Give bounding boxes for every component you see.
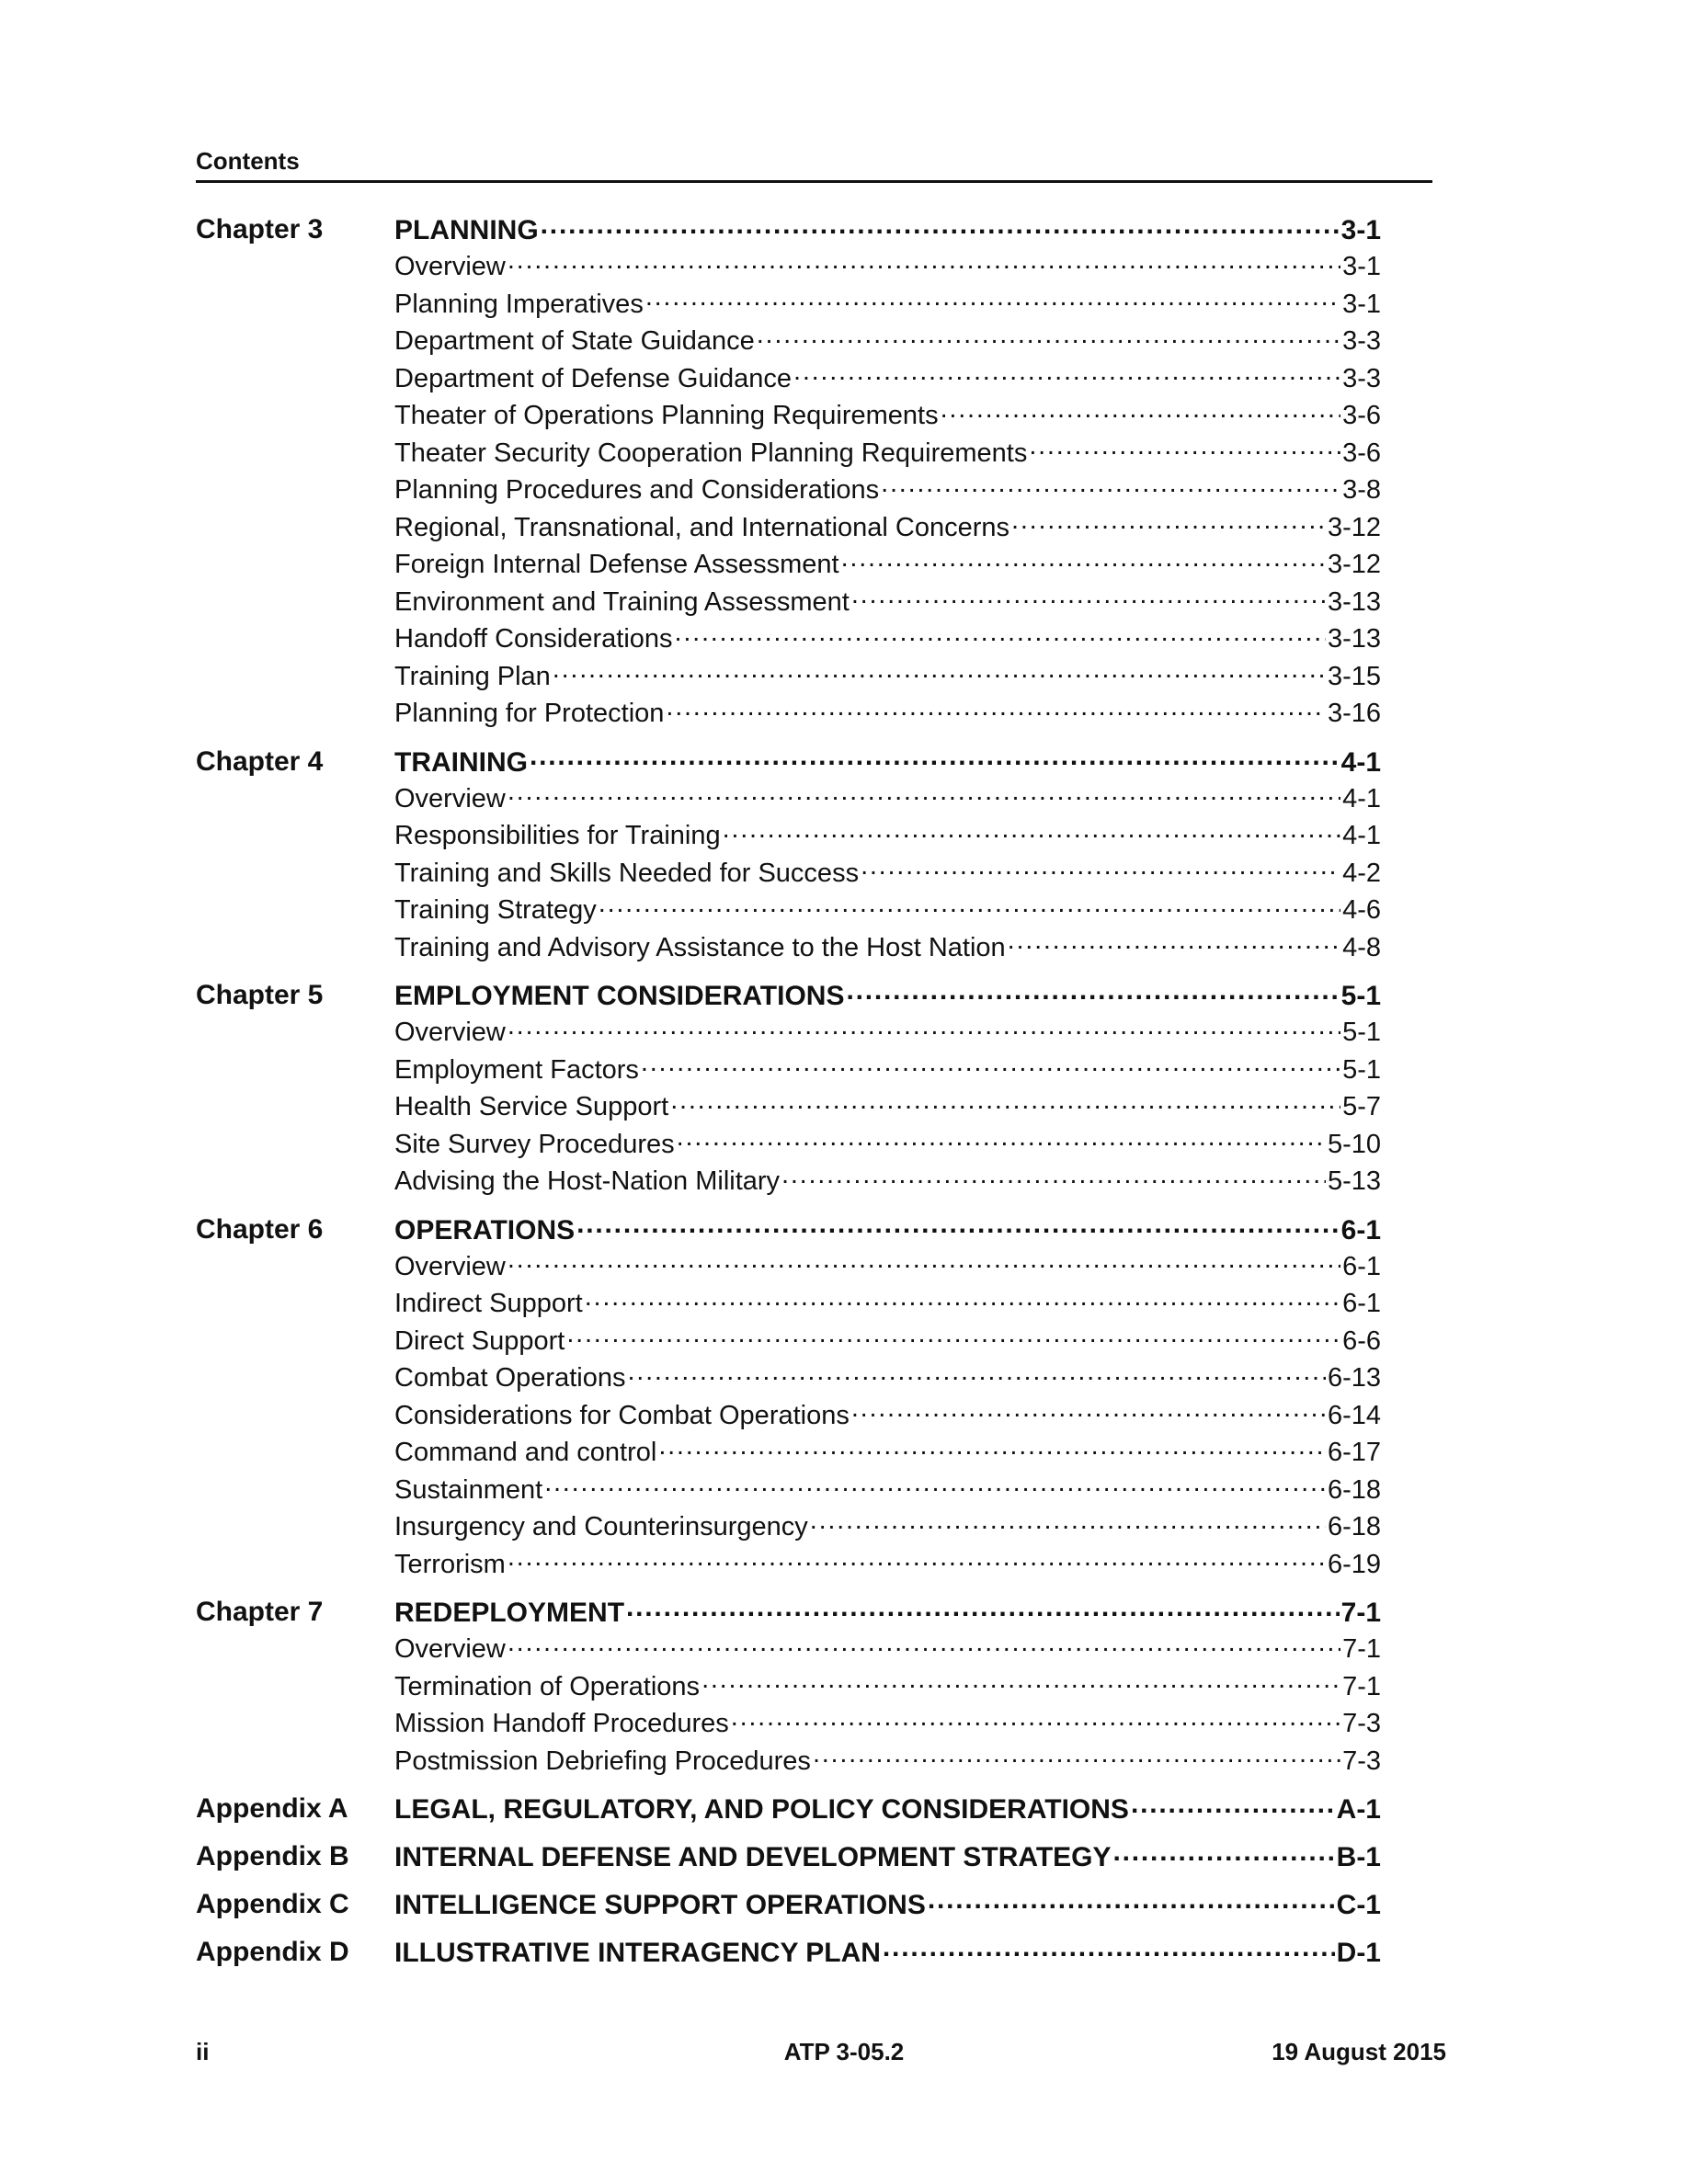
toc-group-body: [394, 977, 1381, 1200]
toc-entry-title: Health Service Support: [394, 1092, 669, 1121]
toc-group: [196, 744, 1391, 967]
toc-entry-title: Sustainment: [394, 1474, 543, 1505]
dot-leader: [731, 1705, 1340, 1732]
toc-entry-title: Planning Imperatives: [394, 289, 644, 319]
dot-leader: [883, 1934, 1335, 1962]
toc-entry-link[interactable]: [394, 1014, 1381, 1052]
toc-entry-title: Handoff Considerations: [394, 624, 673, 654]
dot-leader: [508, 1248, 1340, 1275]
toc-group-label: Appendix B: [196, 1841, 349, 1871]
toc-heading-link[interactable]: [394, 977, 1381, 1014]
toc-heading-page: 3-1: [1340, 215, 1381, 245]
toc-group-body: [394, 211, 1381, 733]
dot-leader: [841, 546, 1326, 573]
toc-entry-link[interactable]: [394, 1434, 1381, 1472]
toc-entry-title: Overview: [394, 1018, 506, 1047]
toc-group: [196, 1886, 1391, 1923]
toc-entry-link[interactable]: [394, 1088, 1381, 1126]
toc-heading-page: 7-1: [1340, 1598, 1381, 1628]
toc-entry-title: Regional, Transnational, and International Concerns: [394, 512, 1010, 542]
toc-entry-page: 3-3: [1342, 363, 1381, 393]
toc-entry-page: 7-1: [1342, 1634, 1381, 1664]
dot-leader: [701, 1668, 1340, 1695]
toc-group-label: Appendix C: [196, 1889, 349, 1919]
toc-group-body: [394, 1594, 1381, 1780]
dot-leader: [1131, 1791, 1335, 1818]
toc-group-label: Chapter 3: [196, 214, 324, 245]
toc-heading-page: D-1: [1336, 1938, 1381, 1968]
dot-leader: [1011, 509, 1326, 536]
toc-entry-page: 3-6: [1342, 438, 1381, 468]
toc-entry-link[interactable]: [394, 286, 1381, 324]
toc-group: [196, 977, 1391, 1200]
dot-leader: [626, 1594, 1340, 1621]
toc-entry-title: Employment Factors: [394, 1054, 639, 1085]
toc-entry-title: Command and control: [394, 1438, 657, 1467]
toc-entry-page: 7-3: [1342, 1746, 1381, 1776]
toc-entry-title: Foreign Internal Defense Assessment: [394, 550, 839, 579]
dot-leader: [861, 855, 1340, 882]
toc-group-body: [394, 1886, 1381, 1923]
toc-group: [196, 1594, 1391, 1780]
toc-group-body: [394, 1838, 1381, 1875]
toc-entry-title: Insurgency and Counterinsurgency: [394, 1512, 808, 1541]
footer-publication: ATP 3-05.2: [783, 2038, 905, 2065]
toc-heading-title: REDEPLOYMENT: [394, 1598, 625, 1628]
dot-leader: [881, 472, 1340, 498]
dot-leader: [675, 620, 1326, 647]
toc-entry-page: 3-8: [1342, 475, 1381, 505]
dot-leader: [553, 658, 1326, 685]
toc-entry-page: 5-13: [1327, 1166, 1381, 1196]
toc-heading-page: 5-1: [1340, 981, 1381, 1011]
toc-entry-page: 7-3: [1342, 1709, 1381, 1738]
toc-entry-page: 4-1: [1342, 783, 1381, 813]
toc-entry-title: Mission Handoff Procedures: [394, 1709, 729, 1738]
toc-entry-link[interactable]: [394, 360, 1381, 398]
toc-entry-page: 5-10: [1327, 1129, 1381, 1159]
toc-entry-title: Training Plan: [394, 661, 551, 691]
toc-entry-title: Terrorism: [394, 1549, 506, 1579]
page-footer: [196, 2033, 1446, 2070]
toc-entry-title: Advising the Host-Nation Military: [394, 1166, 781, 1196]
toc-entry-link[interactable]: [394, 817, 1381, 855]
toc-entry-title: Overview: [394, 252, 506, 281]
toc-entry-link[interactable]: [394, 1163, 1381, 1200]
dot-leader: [846, 977, 1339, 1005]
toc-entry-link[interactable]: [394, 1472, 1381, 1509]
toc-heading-title: ILLUSTRATIVE INTERAGENCY PLAN: [394, 1938, 881, 1968]
toc-heading-link[interactable]: [394, 744, 1381, 780]
dot-leader: [928, 1886, 1335, 1914]
toc-heading-page: A-1: [1336, 1794, 1381, 1825]
toc-entry-page: 6-18: [1327, 1474, 1381, 1505]
toc-heading-page: C-1: [1336, 1890, 1381, 1920]
toc-group: [196, 1791, 1391, 1827]
page-header: [196, 145, 1432, 183]
toc-entry-page: 5-7: [1342, 1092, 1381, 1121]
toc-entry-title: Theater of Operations Planning Requirements: [394, 401, 939, 430]
dot-leader: [599, 892, 1340, 918]
toc-entry-link[interactable]: [394, 1285, 1381, 1323]
dot-leader: [851, 1397, 1326, 1424]
dot-leader: [666, 695, 1326, 722]
toc-entry-link[interactable]: [394, 1359, 1381, 1397]
dot-leader: [541, 211, 1340, 239]
toc-entry-link[interactable]: [394, 1323, 1381, 1360]
toc-entry-title: Training and Advisory Assistance to the Host Nation: [394, 932, 1006, 962]
toc-entry-title: Overview: [394, 783, 506, 813]
toc-entry-page: 6-17: [1327, 1438, 1381, 1467]
toc-entry-page: 6-1: [1342, 1289, 1381, 1318]
footer-page-number: ii: [196, 2038, 210, 2065]
toc-entry-page: 7-1: [1342, 1671, 1381, 1701]
toc-entry-page: 6-14: [1327, 1400, 1381, 1430]
toc-entry-page: 3-12: [1327, 550, 1381, 579]
toc-entry-title: Responsibilities for Training: [394, 821, 721, 850]
toc-entry-link[interactable]: [394, 248, 1381, 286]
toc-entry-page: 3-1: [1342, 289, 1381, 319]
toc-entry-title: Indirect Support: [394, 1289, 583, 1318]
toc-entry-page: 5-1: [1342, 1054, 1381, 1085]
toc-entry-title: Planning Procedures and Considerations: [394, 475, 880, 505]
toc-entry-link[interactable]: [394, 1397, 1381, 1435]
toc-entry-link[interactable]: [394, 1631, 1381, 1668]
toc-entry-title: Considerations for Combat Operations: [394, 1400, 850, 1430]
toc-heading-link[interactable]: [394, 1886, 1381, 1923]
toc-group-label: Chapter 6: [196, 1213, 324, 1245]
toc-heading-link[interactable]: [394, 1594, 1381, 1631]
dot-leader: [508, 248, 1340, 275]
toc-group: [196, 1211, 1391, 1584]
toc-entry-link[interactable]: [394, 397, 1381, 435]
toc-entry-link[interactable]: [394, 323, 1381, 360]
toc-entry-link[interactable]: [394, 1743, 1381, 1780]
toc-entry-title: Training and Skills Needed for Success: [394, 858, 860, 888]
toc-entry-link[interactable]: [394, 1126, 1381, 1164]
dot-leader: [508, 1014, 1340, 1041]
toc-heading-page: 4-1: [1340, 746, 1381, 778]
dot-leader: [810, 1508, 1326, 1535]
toc-entry-page: 3-6: [1342, 401, 1381, 430]
dot-leader: [1029, 435, 1340, 461]
toc-entry-page: 3-16: [1327, 699, 1381, 728]
toc-entry-page: 4-6: [1342, 895, 1381, 925]
toc-entry-link[interactable]: [394, 1705, 1381, 1743]
toc-entry-link[interactable]: [394, 435, 1381, 472]
footer-date: 19 August 2015: [1272, 2038, 1446, 2065]
toc-entry-title: Department of State Guidance: [394, 326, 755, 356]
table-of-contents: [196, 211, 1391, 1982]
toc-entry-link[interactable]: [394, 1052, 1381, 1089]
toc-group: [196, 211, 1391, 733]
toc-entry-link[interactable]: [394, 892, 1381, 929]
toc-entry-page: 3-13: [1327, 586, 1381, 617]
toc-heading-title: EMPLOYMENT CONSIDERATIONS: [394, 981, 845, 1011]
toc-entry-title: Department of Defense Guidance: [394, 363, 793, 393]
dot-leader: [781, 1163, 1326, 1189]
dot-leader: [677, 1126, 1326, 1153]
dot-leader: [508, 1631, 1340, 1657]
toc-entry-page: 6-13: [1327, 1363, 1381, 1393]
toc-entry-link[interactable]: [394, 929, 1381, 967]
toc-entry-page: 6-19: [1327, 1549, 1381, 1579]
toc-entry-link[interactable]: [394, 780, 1381, 818]
toc-group-label: Chapter 7: [196, 1597, 324, 1627]
dot-leader: [566, 1323, 1340, 1349]
dot-leader: [576, 1211, 1340, 1239]
toc-entry-page: 6-1: [1342, 1251, 1381, 1281]
toc-entry-title: Overview: [394, 1634, 506, 1664]
toc-group-body: [394, 1791, 1381, 1827]
dot-leader: [641, 1052, 1340, 1078]
toc-entry-title: Environment and Training Assessment: [394, 586, 850, 617]
toc-heading-link[interactable]: [394, 1791, 1381, 1827]
toc-entry-title: Combat Operations: [394, 1363, 626, 1393]
toc-entry-page: 6-6: [1342, 1325, 1381, 1356]
dot-leader: [585, 1285, 1340, 1312]
toc-heading-link[interactable]: [394, 1211, 1381, 1248]
toc-heading-link[interactable]: [394, 1838, 1381, 1875]
dot-leader: [757, 323, 1340, 349]
toc-heading-title: INTELLIGENCE SUPPORT OPERATIONS: [394, 1890, 926, 1920]
toc-group-body: [394, 1934, 1381, 1971]
dot-leader: [1008, 929, 1340, 956]
toc-group-label: Appendix D: [196, 1937, 349, 1967]
dot-leader: [670, 1088, 1340, 1115]
toc-entry-page: 3-1: [1342, 252, 1381, 281]
toc-heading-title: PLANNING: [394, 215, 539, 245]
toc-entry-page: 4-8: [1342, 932, 1381, 962]
toc-entry-title: Training Strategy: [394, 895, 597, 925]
toc-entry-page: 3-3: [1342, 326, 1381, 356]
toc-entry-page: 4-1: [1342, 821, 1381, 850]
toc-entry-link[interactable]: [394, 1248, 1381, 1286]
toc-entry-page: 4-2: [1342, 858, 1381, 888]
toc-entry-link[interactable]: [394, 658, 1381, 696]
toc-entry-link[interactable]: [394, 620, 1381, 658]
toc-entry-link[interactable]: [394, 509, 1381, 547]
toc-heading-title: LEGAL, REGULATORY, AND POLICY CONSIDERATIONS: [394, 1794, 1129, 1825]
toc-entry-link[interactable]: [394, 695, 1381, 733]
dot-leader: [544, 1472, 1326, 1498]
toc-heading-title: TRAINING: [394, 746, 528, 778]
toc-entry-title: Site Survey Procedures: [394, 1129, 675, 1159]
toc-group-label: Chapter 5: [196, 980, 324, 1010]
toc-heading-page: 6-1: [1340, 1214, 1381, 1246]
toc-group-body: [394, 744, 1381, 967]
toc-group-label: Appendix A: [196, 1793, 348, 1824]
dot-leader: [1113, 1838, 1335, 1866]
toc-entry-title: Planning for Protection: [394, 699, 665, 728]
toc-group-label: Chapter 4: [196, 745, 324, 777]
toc-group-body: [394, 1211, 1381, 1584]
toc-heading-title: OPERATIONS: [394, 1214, 576, 1246]
page-header-title: Contents: [196, 147, 300, 175]
dot-leader: [723, 817, 1340, 844]
toc-group: [196, 1934, 1391, 1971]
toc-entry-title: Direct Support: [394, 1325, 565, 1356]
toc-entry-link[interactable]: [394, 1668, 1381, 1706]
toc-entry-link[interactable]: [394, 584, 1381, 621]
dot-leader: [658, 1434, 1326, 1461]
dot-leader: [645, 286, 1340, 313]
toc-entry-link[interactable]: [394, 546, 1381, 584]
dot-leader: [508, 1546, 1326, 1573]
toc-entry-link[interactable]: [394, 1508, 1381, 1546]
dot-leader: [851, 584, 1326, 610]
toc-entry-page: 3-13: [1327, 624, 1381, 654]
dot-leader: [941, 397, 1340, 424]
toc-heading-link[interactable]: [394, 211, 1381, 248]
toc-entry-link[interactable]: [394, 472, 1381, 509]
toc-entry-title: Postmission Debriefing Procedures: [394, 1746, 811, 1776]
dot-leader: [530, 744, 1340, 771]
toc-entry-title: Termination of Operations: [394, 1671, 701, 1701]
toc-entry-page: 5-1: [1342, 1018, 1381, 1047]
toc-heading-page: B-1: [1336, 1842, 1381, 1872]
toc-entry-title: Overview: [394, 1251, 506, 1281]
toc-entry-page: 6-18: [1327, 1512, 1381, 1541]
toc-entry-title: Theater Security Cooperation Planning Requirements: [394, 438, 1028, 468]
dot-leader: [793, 360, 1340, 387]
toc-entry-link[interactable]: [394, 1546, 1381, 1584]
toc-entry-link[interactable]: [394, 855, 1381, 893]
dot-leader: [813, 1743, 1340, 1769]
dot-leader: [508, 780, 1340, 807]
dot-leader: [627, 1359, 1325, 1386]
toc-heading-link[interactable]: [394, 1934, 1381, 1971]
toc-entry-page: 3-12: [1327, 512, 1381, 542]
toc-entry-page: 3-15: [1327, 661, 1381, 691]
toc-heading-title: INTERNAL DEFENSE AND DEVELOPMENT STRATEGY: [394, 1842, 1112, 1872]
toc-group: [196, 1838, 1391, 1875]
